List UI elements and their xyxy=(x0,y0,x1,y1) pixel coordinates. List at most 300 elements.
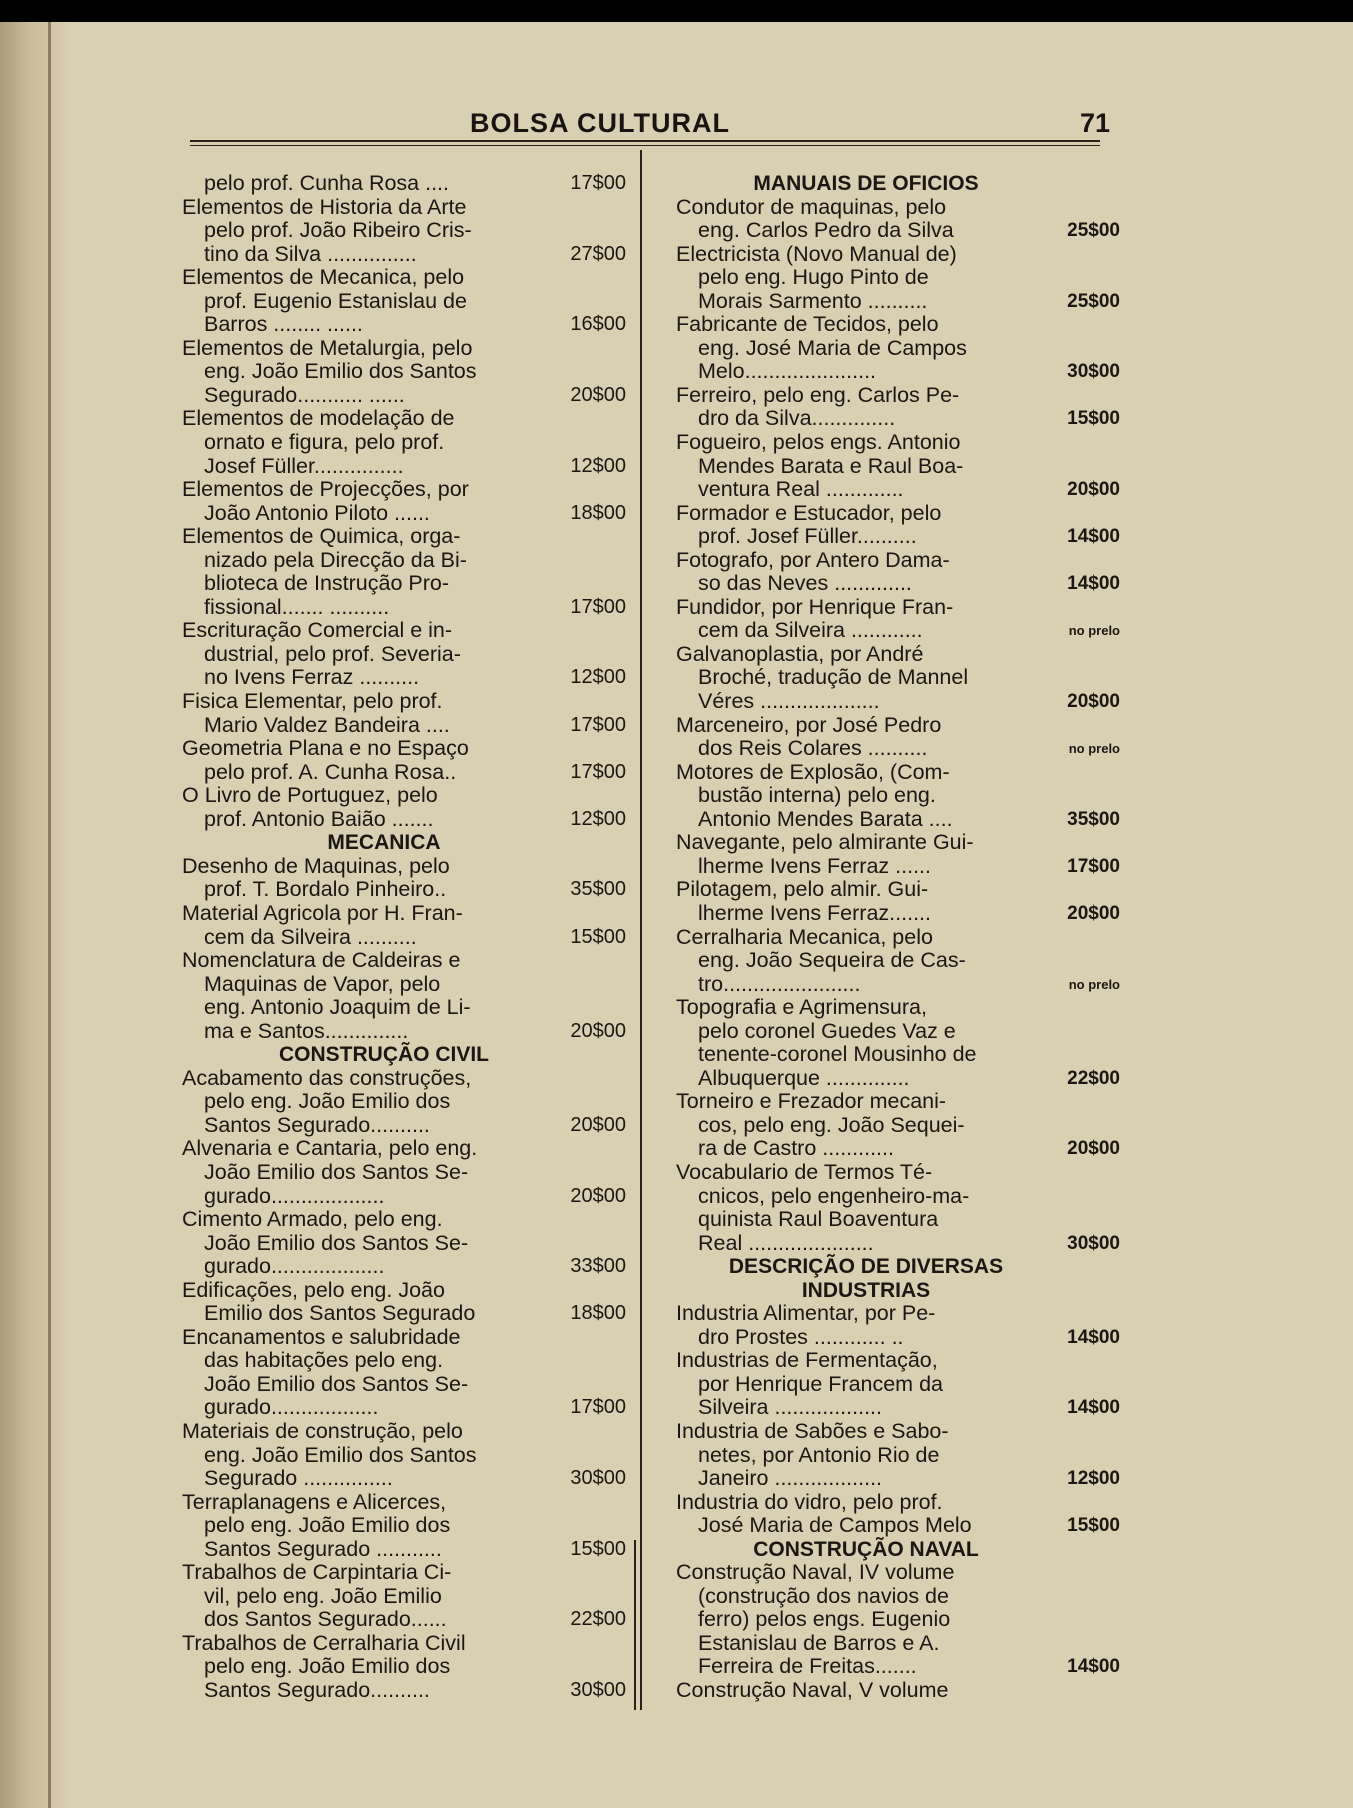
catalog-line xyxy=(676,714,1116,738)
catalog-line xyxy=(676,549,1116,573)
catalog-line xyxy=(182,1538,626,1562)
catalog-line xyxy=(676,806,1120,832)
catalog-line xyxy=(676,971,1120,997)
entry-price: 15$00 xyxy=(570,925,626,948)
entry-text: prof. Eugenio Estanislau de xyxy=(204,288,467,313)
catalog-line xyxy=(182,996,626,1020)
entry-price: 17$00 xyxy=(1067,855,1120,877)
entry-text: Navegante, pelo almirante Gui- xyxy=(676,830,974,855)
entry-text: Véres .................... xyxy=(698,689,880,714)
section-heading: INDUSTRIAS xyxy=(801,1278,931,1302)
entry-text: Material Agricola por H. Fran- xyxy=(182,900,463,925)
catalog-line xyxy=(676,524,1120,549)
entry-text: Trabalhos de Carpintaria Ci- xyxy=(182,1560,452,1585)
entry-text: Motores de Explosão, (Com- xyxy=(676,759,950,784)
entry-text: Elementos de modelação de xyxy=(182,406,455,431)
entry-text: João Emilio dos Santos Se- xyxy=(204,1159,469,1184)
catalog-line xyxy=(676,359,1120,384)
entry-price: 22$00 xyxy=(1067,1067,1120,1089)
catalog-line xyxy=(182,1090,626,1114)
entry-text: Barros ........ ...... xyxy=(204,312,363,337)
catalog-line xyxy=(182,737,626,761)
catalog-line xyxy=(676,900,1120,926)
entry-price: 20$00 xyxy=(1067,691,1120,713)
entry-text: Vocabulario de Termos Té- xyxy=(676,1159,933,1184)
catalog-line xyxy=(676,477,1120,502)
catalog-line xyxy=(182,643,626,667)
catalog-line xyxy=(182,478,626,502)
entry-price: 35$00 xyxy=(570,878,626,901)
catalog-line xyxy=(182,1067,626,1091)
entry-price: 20$00 xyxy=(1067,479,1120,501)
entry-text: Santos Segurado.......... xyxy=(204,1678,430,1702)
entry-text: Materiais de construção, pelo xyxy=(182,1418,463,1443)
right-column xyxy=(676,172,1120,1703)
section-heading: CONSTRUÇÃO NAVAL xyxy=(753,1537,979,1561)
entry-text: Nomenclatura de Caldeiras e xyxy=(182,948,461,973)
entry-text: Silveira .................. xyxy=(698,1395,882,1420)
entry-text: Alvenaria e Cantaria, pelo eng. xyxy=(182,1136,478,1161)
entry-text: ventura Real ............. xyxy=(698,477,904,502)
catalog-line xyxy=(182,714,626,738)
entry-text: gurado................... xyxy=(204,1254,385,1279)
entry-text: Condutor de maquinas, pelo xyxy=(676,194,947,219)
entry-text: pelo coronel Guedes Vaz e xyxy=(698,1018,956,1043)
entry-price: 30$00 xyxy=(570,1467,626,1490)
entry-text: cem da Silveira ............ xyxy=(698,618,923,643)
catalog-line xyxy=(182,337,626,361)
entry-text: gurado................... xyxy=(204,1183,385,1208)
catalog-line xyxy=(676,1585,1116,1609)
entry-text: dro Prostes ............ .. xyxy=(698,1324,904,1349)
catalog-line xyxy=(676,1020,1116,1044)
entry-price: 20$00 xyxy=(570,1019,626,1042)
entry-text: so das Neves ............. xyxy=(698,571,912,596)
entry-text: João Antonio Piloto ...... xyxy=(204,500,430,525)
catalog-line xyxy=(182,1373,626,1397)
entry-text: Terraplanagens e Alicerces, xyxy=(182,1489,447,1514)
entry-text: gurado.................. xyxy=(204,1395,379,1420)
catalog-line xyxy=(676,878,1116,902)
catalog-line xyxy=(182,619,626,643)
entry-text: fissional....... .......... xyxy=(204,594,390,619)
catalog-line xyxy=(182,690,626,714)
entry-text: pelo prof. Cunha Rosa .... xyxy=(204,171,450,195)
entry-text: Acabamento das construções, xyxy=(182,1065,472,1090)
entry-price: no prelo xyxy=(1068,741,1120,757)
catalog-line xyxy=(182,878,626,902)
catalog-line xyxy=(182,926,626,950)
column-separator-secondary xyxy=(634,1540,636,1710)
entry-price: 18$00 xyxy=(570,501,626,524)
catalog-line xyxy=(182,1561,626,1585)
entry-text: Construção Naval, IV volume xyxy=(676,1560,955,1585)
entry-text: Fisica Elementar, pelo prof. xyxy=(182,689,443,714)
catalog-line xyxy=(676,1561,1116,1585)
entry-price: 17$00 xyxy=(570,172,626,194)
catalog-line xyxy=(676,266,1116,290)
catalog-line xyxy=(182,855,626,879)
entry-price: 35$00 xyxy=(1067,808,1120,830)
catalog-line xyxy=(182,1137,626,1161)
entry-price: 12$00 xyxy=(570,454,626,477)
catalog-line xyxy=(182,502,626,526)
catalog-line xyxy=(676,1302,1116,1326)
catalog-line xyxy=(182,666,626,690)
catalog-line xyxy=(676,455,1116,479)
catalog-line xyxy=(676,431,1116,455)
entry-price: 17$00 xyxy=(570,1396,626,1419)
entry-text: Estanislau de Barros e A. xyxy=(698,1630,940,1655)
entry-text: blioteca de Instrução Pro- xyxy=(204,571,449,596)
entry-text: ferro) pelos engs. Eugenio xyxy=(698,1607,951,1632)
column-separator xyxy=(640,150,642,1710)
entry-price: 12$00 xyxy=(1067,1468,1120,1490)
catalog-line xyxy=(676,761,1116,785)
catalog-line xyxy=(182,1020,626,1044)
catalog-line xyxy=(676,1608,1116,1632)
catalog-line xyxy=(676,1230,1120,1256)
entry-text: Morais Sarmento .......... xyxy=(698,288,928,313)
entry-price: 15$00 xyxy=(1067,408,1120,430)
entry-text: Mario Valdez Bandeira .... xyxy=(204,712,450,737)
entry-price: 25$00 xyxy=(1067,220,1120,242)
entry-text: prof. T. Bordalo Pinheiro.. xyxy=(204,877,447,902)
entry-text: Electricista (Novo Manual de) xyxy=(676,241,957,266)
catalog-line xyxy=(676,666,1116,690)
entry-text: Santos Segurado ........... xyxy=(204,1536,442,1561)
entry-text: Fabricante de Tecidos, pelo xyxy=(676,312,939,337)
entry-text: por Henrique Francem da xyxy=(698,1371,943,1396)
catalog-line xyxy=(676,1349,1116,1373)
catalog-line xyxy=(182,902,626,926)
catalog-line xyxy=(182,1208,626,1232)
entry-text: ornato e figura, pelo prof. xyxy=(204,430,445,455)
entry-text: pelo eng. João Emilio dos xyxy=(204,1089,451,1114)
entry-price: 18$00 xyxy=(570,1302,626,1325)
catalog-line xyxy=(676,313,1116,337)
catalog-line xyxy=(182,1514,626,1538)
catalog-line xyxy=(182,1655,626,1679)
entry-text: Real ..................... xyxy=(698,1230,874,1255)
entry-price: 12$00 xyxy=(570,666,626,689)
entry-text: quinista Raul Boaventura xyxy=(698,1207,939,1232)
catalog-line xyxy=(676,1654,1120,1679)
catalog-line xyxy=(676,1114,1116,1138)
entry-text: tenente-coronel Mousinho de xyxy=(698,1042,977,1067)
catalog-line xyxy=(676,1136,1120,1161)
entry-price: 30$00 xyxy=(1067,361,1120,383)
entry-text: Fogueiro, pelos engs. Antonio xyxy=(676,430,961,455)
entry-text: Marceneiro, por José Pedro xyxy=(676,712,942,737)
entry-text: pelo eng. João Emilio dos xyxy=(204,1654,451,1679)
entry-text: Elementos de Mecanica, pelo xyxy=(182,265,465,290)
entry-text: Segurado........... ...... xyxy=(204,382,405,407)
entry-text: José Maria de Campos Melo xyxy=(698,1513,972,1538)
catalog-line xyxy=(182,313,626,337)
entry-price: 27$00 xyxy=(570,242,626,265)
catalog-line xyxy=(182,360,626,384)
entry-text: Industrias de Fermentação, xyxy=(676,1348,938,1373)
entry-text: vil, pelo eng. João Emilio xyxy=(204,1583,442,1608)
catalog-line xyxy=(676,502,1116,526)
catalog-line xyxy=(676,1466,1120,1491)
catalog-line xyxy=(182,172,626,196)
entry-price: 14$00 xyxy=(1067,1397,1120,1419)
entry-text: bustão interna) pelo eng. xyxy=(698,783,936,808)
entry-price: 20$00 xyxy=(570,383,626,406)
entry-text: eng. José Maria de Campos xyxy=(698,335,967,360)
entry-price: 14$00 xyxy=(1067,526,1120,548)
catalog-line xyxy=(182,784,626,808)
entry-text: Fundidor, por Henrique Fran- xyxy=(676,594,954,619)
entry-text: Elementos de Projecções, por xyxy=(182,477,469,502)
left-column xyxy=(182,172,626,1703)
catalog-line xyxy=(182,266,626,290)
entry-text: Trabalhos de Cerralharia Civil xyxy=(182,1630,466,1655)
entry-price: 20$00 xyxy=(1067,902,1120,924)
entry-text: Elementos de Quimica, orga- xyxy=(182,524,461,549)
catalog-line xyxy=(676,1324,1120,1350)
entry-text: dos Reis Colares .......... xyxy=(698,736,928,761)
entry-text: dos Santos Segurado...... xyxy=(204,1607,447,1632)
entry-price: 17$00 xyxy=(570,760,626,783)
entry-text: cos, pelo eng. João Sequei- xyxy=(698,1112,965,1137)
entry-text: das habitações pelo eng. xyxy=(204,1348,444,1373)
catalog-line xyxy=(182,596,626,620)
catalog-line xyxy=(182,1585,626,1609)
catalog-line xyxy=(182,1349,626,1373)
entry-price: 14$00 xyxy=(1067,1326,1120,1348)
entry-text: lherme Ivens Ferraz....... xyxy=(698,900,931,925)
entry-text: dustrial, pelo prof. Severia- xyxy=(204,641,461,666)
catalog-line xyxy=(676,853,1120,879)
catalog-line xyxy=(182,1632,626,1656)
header-rule xyxy=(190,140,1100,142)
entry-text: Edificações, pelo eng. João xyxy=(182,1277,445,1302)
catalog-line xyxy=(676,618,1120,643)
catalog-line xyxy=(182,1255,626,1279)
catalog-line xyxy=(676,643,1116,667)
entry-text: eng. João Emilio dos Santos xyxy=(204,1442,477,1467)
entry-text: Ferreiro, pelo eng. Carlos Pe- xyxy=(676,382,960,407)
catalog-line xyxy=(676,288,1120,314)
catalog-line xyxy=(676,1043,1116,1067)
catalog-line xyxy=(676,384,1116,408)
entry-text: nizado pela Direcção da Bi- xyxy=(204,547,467,572)
page-left-edge xyxy=(0,22,70,1808)
catalog-line xyxy=(676,1420,1116,1444)
entry-price: 17$00 xyxy=(570,595,626,618)
entry-text: Antonio Mendes Barata .... xyxy=(698,806,953,831)
entry-text: Pilotagem, pelo almir. Gui- xyxy=(676,877,929,902)
entry-text: Cerralharia Mecanica, pelo xyxy=(676,924,933,949)
catalog-line xyxy=(676,1161,1116,1185)
entry-price: 14$00 xyxy=(1067,1656,1120,1678)
entry-price: 20$00 xyxy=(570,1184,626,1207)
entry-text: Elementos de Metalurgia, pelo xyxy=(182,335,473,360)
catalog-line xyxy=(182,1444,626,1468)
entry-text: pelo eng. Hugo Pinto de xyxy=(698,265,929,290)
catalog-line xyxy=(676,596,1116,620)
catalog-line xyxy=(676,1185,1116,1209)
section-heading: DESCRIÇÃO DE DIVERSAS xyxy=(728,1255,1004,1279)
catalog-line xyxy=(182,572,626,596)
entry-text: pelo eng. João Emilio dos xyxy=(204,1513,451,1538)
binding-fold xyxy=(48,22,51,1808)
entry-text: Albuquerque .............. xyxy=(698,1065,910,1090)
entry-text: Escrituração Comercial e in- xyxy=(182,618,453,643)
entry-text: ra de Castro ............ xyxy=(698,1136,894,1161)
entry-price: 16$00 xyxy=(570,313,626,336)
entry-text: Geometria Plana e no Espaço xyxy=(182,736,469,761)
catalog-line xyxy=(676,1632,1116,1656)
entry-text: prof. Antonio Baião ....... xyxy=(204,806,434,831)
catalog-line xyxy=(676,784,1116,808)
entry-price: 15$00 xyxy=(570,1537,626,1560)
entry-text: (construção dos navios de xyxy=(698,1583,949,1608)
catalog-line xyxy=(676,1395,1120,1420)
entry-text: Formador e Estucador, pelo xyxy=(676,500,942,525)
entry-text: Broché, tradução de Mannel xyxy=(698,665,969,690)
catalog-line xyxy=(182,1420,626,1444)
catalog-line xyxy=(182,1279,626,1303)
entry-text: Desenho de Maquinas, pelo xyxy=(182,853,450,878)
entry-price: 20$00 xyxy=(570,1113,626,1136)
catalog-line xyxy=(182,549,626,573)
page-number: 71 xyxy=(1080,108,1111,138)
entry-text: Maquinas de Vapor, pelo xyxy=(204,971,441,996)
entry-text: pelo prof. A. Cunha Rosa.. xyxy=(204,759,457,784)
entry-text: Josef Füller............... xyxy=(204,453,404,478)
catalog-line xyxy=(676,1373,1116,1397)
catalog-line xyxy=(676,1679,1116,1703)
entry-text: lherme Ivens Ferraz ...... xyxy=(698,853,931,878)
entry-text: eng. João Emilio dos Santos xyxy=(204,359,477,384)
entry-text: Segurado ............... xyxy=(204,1466,393,1491)
catalog-line xyxy=(182,384,626,408)
entry-text: eng. Carlos Pedro da Silva xyxy=(698,218,954,243)
entry-price: 20$00 xyxy=(1067,1138,1120,1160)
entry-text: O Livro de Portuguez, pelo xyxy=(182,783,438,808)
catalog-line xyxy=(182,1608,626,1632)
entry-text: cnicos, pelo engenheiro-ma- xyxy=(698,1183,970,1208)
entry-text: tino da Silva ............... xyxy=(204,241,417,266)
entry-text: Ferreira de Freitas....... xyxy=(698,1654,917,1679)
catalog-line xyxy=(182,1161,626,1185)
catalog-line xyxy=(676,1513,1120,1538)
entry-text: Melo...................... xyxy=(698,359,877,384)
entry-text: Industria de Sabões e Sabo- xyxy=(676,1418,949,1443)
entry-text: Mendes Barata e Raul Boa- xyxy=(698,453,964,478)
running-header: BOLSA CULTURAL xyxy=(470,108,730,138)
section-heading: CONSTRUÇÃO CIVIL xyxy=(279,1043,489,1067)
catalog-line xyxy=(182,455,626,479)
entry-text: ma e Santos.............. xyxy=(204,1018,409,1043)
entry-price: 14$00 xyxy=(1067,573,1120,595)
catalog-line xyxy=(182,808,626,832)
entry-text: Fotografo, por Antero Dama- xyxy=(676,547,950,572)
entry-text: Torneiro e Frezador mecani- xyxy=(676,1089,947,1114)
catalog-line xyxy=(676,1065,1120,1091)
catalog-line xyxy=(676,1208,1116,1232)
catalog-line xyxy=(182,196,626,220)
catalog-line xyxy=(182,1679,626,1703)
entry-text: dro da Silva.............. xyxy=(698,406,896,431)
entry-text: João Emilio dos Santos Se- xyxy=(204,1230,469,1255)
entry-text: João Emilio dos Santos Se- xyxy=(204,1371,469,1396)
catalog-line xyxy=(676,243,1116,267)
catalog-line xyxy=(182,761,626,785)
entry-text: Elementos de Historia da Arte xyxy=(182,194,467,219)
entry-price: 12$00 xyxy=(570,807,626,830)
catalog-line xyxy=(182,1396,626,1420)
catalog-line xyxy=(182,1302,626,1326)
entry-text: prof. Josef Füller.......... xyxy=(698,524,917,549)
catalog-line xyxy=(676,949,1116,973)
entry-text: pelo prof. João Ribeiro Cris- xyxy=(204,218,472,243)
catalog-line xyxy=(676,571,1120,596)
catalog-line xyxy=(182,1491,626,1515)
entry-price: 17$00 xyxy=(570,713,626,736)
catalog-line xyxy=(676,218,1120,243)
entry-text: Galvanoplastia, por André xyxy=(676,641,924,666)
entry-price: no prelo xyxy=(1068,976,1120,992)
entry-price: 30$00 xyxy=(570,1679,626,1701)
entry-text: Topografia e Agrimensura, xyxy=(676,995,927,1020)
section-heading: MECANICA xyxy=(327,831,441,855)
entry-price: 15$00 xyxy=(1067,1515,1120,1537)
entry-price: 33$00 xyxy=(570,1255,626,1278)
entry-text: Cimento Armado, pelo eng. xyxy=(182,1207,443,1232)
entry-price: 25$00 xyxy=(1067,290,1120,312)
catalog-line xyxy=(676,196,1116,220)
entry-text: eng. João Sequeira de Cas- xyxy=(698,948,966,973)
entry-text: tro....................... xyxy=(698,971,861,996)
catalog-line xyxy=(182,1232,626,1256)
entry-text: Santos Segurado.......... xyxy=(204,1112,430,1137)
catalog-line xyxy=(182,525,626,549)
catalog-line xyxy=(182,973,626,997)
catalog-line xyxy=(676,736,1120,761)
header-rule-thin xyxy=(190,145,1100,146)
entry-text: netes, por Antonio Rio de xyxy=(698,1442,940,1467)
catalog-line xyxy=(182,1326,626,1350)
catalog-line xyxy=(182,949,626,973)
entry-price: 30$00 xyxy=(1067,1232,1120,1254)
catalog-line xyxy=(676,831,1116,855)
catalog-line xyxy=(676,406,1120,431)
entry-text: eng. Antonio Joaquim de Li- xyxy=(204,995,471,1020)
entry-text: cem da Silveira .......... xyxy=(204,924,417,949)
section-heading: MANUAIS DE OFICIOS xyxy=(753,172,979,195)
catalog-line xyxy=(182,1467,626,1491)
catalog-line xyxy=(182,431,626,455)
entry-text: Emilio dos Santos Segurado xyxy=(204,1301,476,1326)
catalog-line xyxy=(676,926,1116,950)
entry-price: 22$00 xyxy=(570,1608,626,1631)
catalog-line xyxy=(676,689,1120,714)
catalog-line xyxy=(676,337,1116,361)
entry-text: Industria do vidro, pelo prof. xyxy=(676,1489,943,1514)
entry-text: no Ivens Ferraz .......... xyxy=(204,665,420,690)
catalog-line xyxy=(182,219,626,243)
catalog-line xyxy=(676,1491,1116,1515)
entry-text: Encanamentos e salubridade xyxy=(182,1324,461,1349)
catalog-line xyxy=(676,996,1116,1020)
catalog-line xyxy=(182,1114,626,1138)
entry-text: Janeiro .................. xyxy=(698,1466,883,1491)
